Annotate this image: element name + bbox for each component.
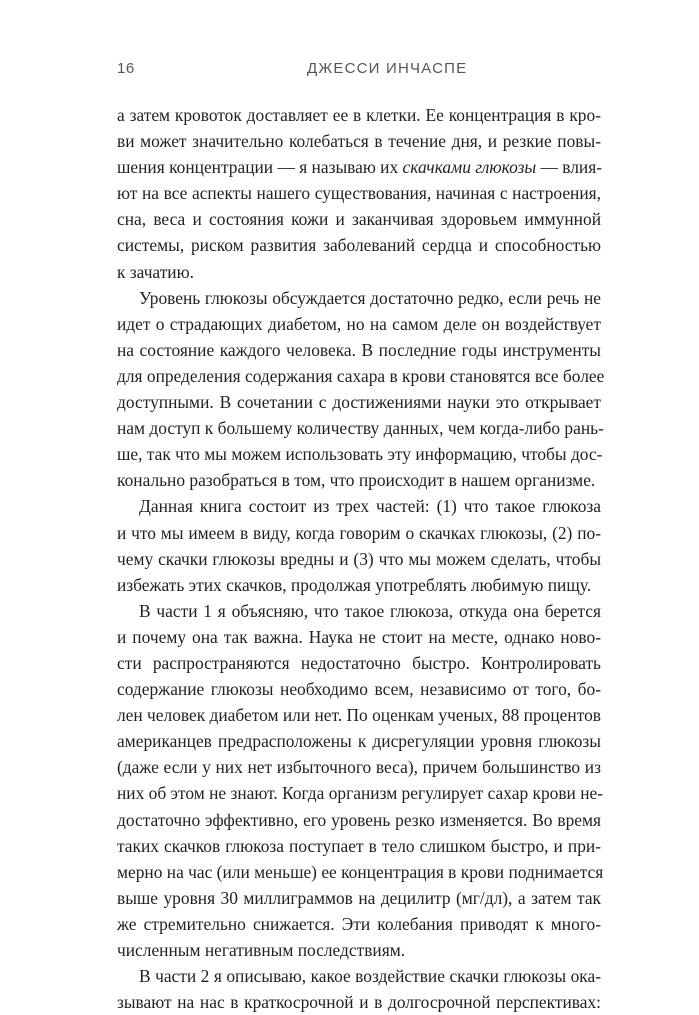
paragraph: [117, 963, 601, 1015]
text-line: Данная книга состоит из трех частей: (1) что такое глюкоза: [139, 496, 601, 517]
text-line: (даже если у них нет избыточного веса), причем большинство из: [117, 757, 601, 778]
text-line: таких скачков глюкоза поступает в тело слишком быстро, и при-: [117, 835, 601, 856]
text-line: для определения содержания сахара в крови становятся все более: [117, 365, 605, 386]
text-line: на состояние каждого человека. В последние годы инструменты: [117, 339, 601, 360]
text-line: достаточно эффективно, его уровень резко изменяется. Во время: [117, 809, 601, 830]
text-line: Уровень глюкозы обсуждается достаточно редко, если речь не: [139, 287, 601, 308]
paragraph: [117, 285, 605, 494]
text-line: содержание глюкозы необходимо всем, независимо от того, бо-: [117, 679, 601, 700]
text-line: доступными. В сочетании с достижениями науки это открывает: [117, 392, 601, 413]
text-line: сна, веса и состояния кожи и заканчивая здоровьем иммунной: [117, 209, 601, 230]
page-header: [117, 60, 597, 84]
paragraph: [117, 102, 601, 285]
text-run: — влия-: [536, 157, 602, 178]
text-line: системы, риском развития заболеваний сердца и способностью: [117, 235, 601, 256]
text-line: идет о страдающих диабетом, но на самом деле он воздействует: [117, 313, 601, 334]
text-line: численным негативным последствиям.: [117, 940, 406, 960]
text-line: к зачатию.: [117, 261, 194, 282]
text-line: сти распространяются недостаточно быстро. Контролировать: [117, 652, 601, 673]
text-line: них об этом не знают. Когда организм регулирует сахар крови не-: [117, 783, 604, 804]
text-line: [117, 154, 601, 180]
text-line: чему скачки глюкозы вредны и (3) что мы можем сделать, чтобы: [117, 548, 601, 569]
text-line: и что мы имеем в виду, когда говорим о скачках глюкозы, (2) по-: [117, 522, 601, 543]
text-line: В части 1 я объясняю, что такое глюкоза, откуда она берется: [139, 600, 601, 621]
text-line: ше, так что мы можем использовать эту информацию, чтобы дос-: [117, 444, 603, 465]
text-line: же стремительно снижается. Эти колебания приводят к много-: [117, 913, 601, 934]
paragraph: [117, 493, 601, 597]
text-line: ви может значительно колебаться в течение дня, и резкие повы-: [117, 131, 601, 152]
page-number: 16: [117, 60, 135, 77]
body-text: [117, 102, 605, 1015]
text-line: зывают на нас в краткосрочной и в долгосрочной перспективах:: [117, 992, 601, 1013]
text-line: конально разобраться в том, что происходит в нашем организме.: [117, 470, 596, 491]
text-line: В части 2 я описываю, какое воздействие скачки глюкозы ока-: [139, 966, 601, 987]
paragraph: [117, 598, 604, 963]
text-run: шения концентрации — я называю их: [117, 157, 403, 178]
text-line: ют на все аспекты нашего существования, начиная с настроения,: [117, 183, 601, 204]
text-line: избежать этих скачков, продолжая употреблять любимую пищу.: [117, 574, 592, 595]
text-line: выше уровня 30 миллиграммов на децилитр (мг/дл), а затем так: [117, 887, 601, 908]
text-line: лен человек диабетом или нет. По оценкам ученых, 88 процентов: [117, 705, 601, 726]
text-line: мерно на час (или меньше) ее концентрация в крови поднимается: [117, 861, 604, 882]
running-head: ДЖЕССИ ИНЧАСПЕ: [307, 60, 468, 77]
text-line: американцев предрасположены к дисрегуляции уровня глюкозы: [117, 731, 601, 752]
text-line: а затем кровоток доставляет ее в клетки. Ее концентрация в кро-: [117, 105, 601, 125]
text-line: и почему она так важна. Наука не стоит на месте, однако ново-: [117, 626, 601, 647]
text-line: нам доступ к большему количеству данных, чем когда-либо рань-: [117, 418, 604, 439]
emphasis-text: скачками глюкозы: [402, 157, 537, 178]
